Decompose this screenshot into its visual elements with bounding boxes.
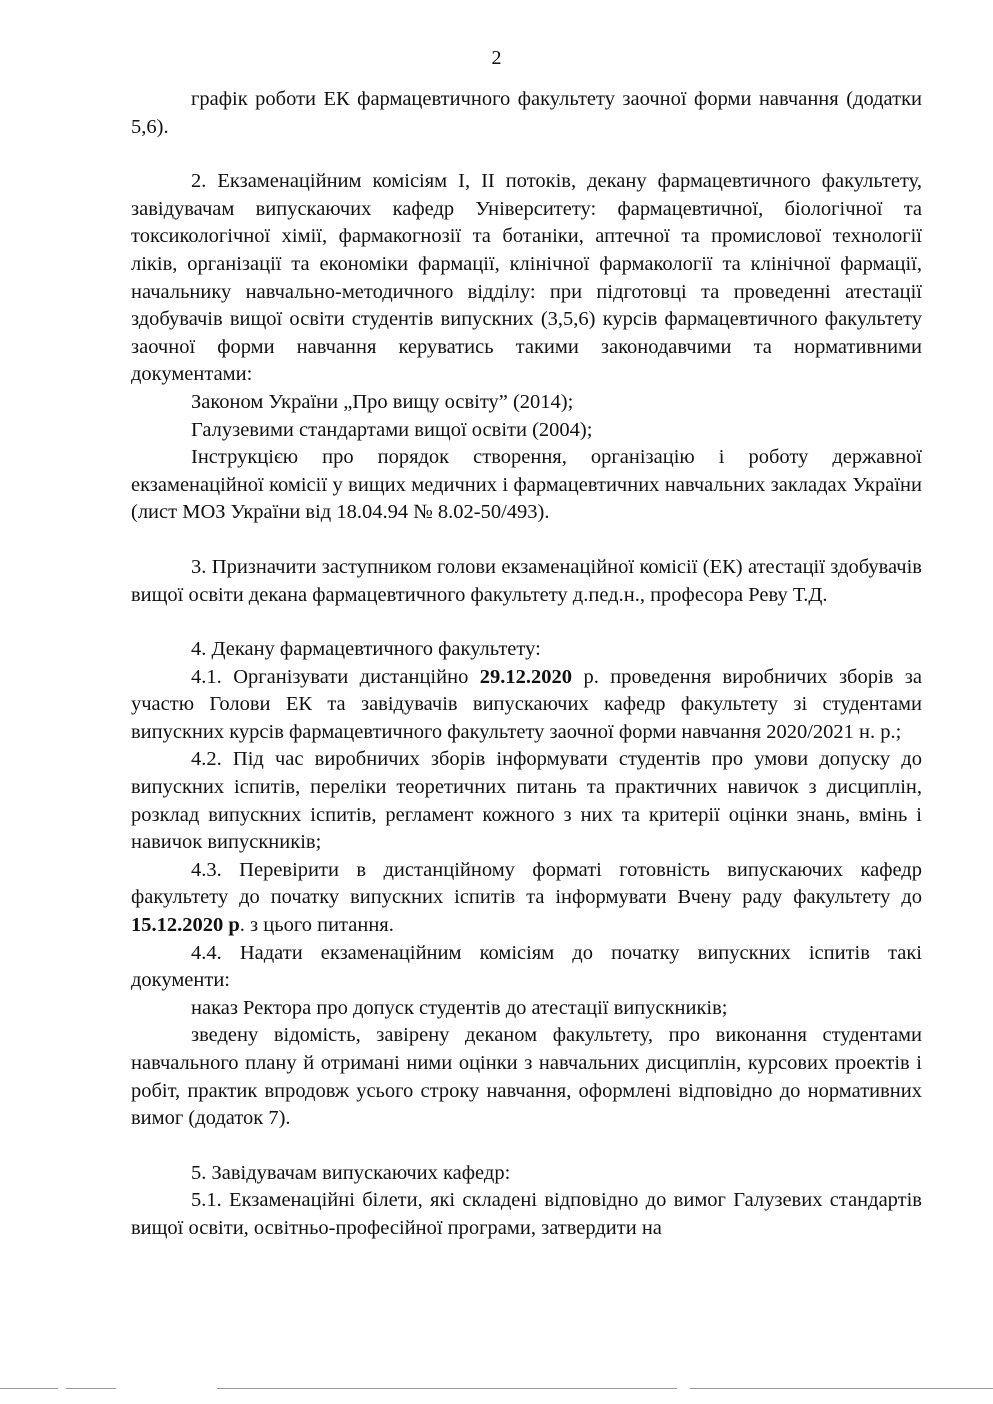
list-item-standards: Галузевими стандартами вищої освіти (2004); bbox=[191, 418, 593, 441]
paragraph-4-3-text-start: 4.3. Перевірити в дистанційному форматі готовність випускаючих кафедр факультету до початку випускних іспитів та інформувати Вчену раду факультету до bbox=[131, 858, 922, 909]
paragraph-3-deputy: 3. Призначити заступником голови екзаменаційної комісії (ЕК) атестації здобувачів вищої освіти декана фармацевтичного факультету д.пед.н., професора Реву Т.Д. bbox=[131, 555, 922, 606]
paragraph-4-dean: 4. Декану фармацевтичного факультету: bbox=[191, 638, 541, 661]
list-item-summary-sheet: зведену відомість, завірену деканом факультету, про виконання студентами навчального плану й отримані ними оцінки з навчальних дисциплін, курсових проектів і робіт, практик впродовж усього строку навчання, оформлені відповідно до нормативних вимог (додаток 7). bbox=[131, 1024, 922, 1130]
scan-artifact-line bbox=[690, 1388, 993, 1389]
paragraph-5-1: 5.1. Екзаменаційні білети, які складені відповідно до вимог Галузевих стандартів вищої освіти, освітньо-професійної програми, затвердити на bbox=[131, 1189, 922, 1239]
scan-artifact-line bbox=[0, 1388, 58, 1389]
paragraph-4-3-date: 15.12.2020 р bbox=[131, 914, 240, 937]
page-number: 2 bbox=[491, 47, 502, 69]
paragraph-schedule: графік роботи ЕК фармацевтичного факультету заочної форми навчання (додатки 5,6). bbox=[131, 88, 922, 138]
paragraph-4-1-date: 29.12.2020 bbox=[479, 665, 573, 688]
paragraph-4-3-text-end: . з цього питання. bbox=[239, 914, 394, 937]
paragraph-4-4: 4.4. Надати екзаменаційним комісіям до початку випускних іспитів такі документи: bbox=[131, 941, 922, 992]
paragraph-4-1 bbox=[131, 664, 922, 747]
paragraph-5-heads: 5. Завідувачам випускаючих кафедр: bbox=[191, 1161, 511, 1184]
paragraph-4-1-text-end: р. проведення виробничих зборів за участю Голови ЕК та завідувачів випускаючих кафедр факультету зі студентами випускних курсів фармацевтичного факультету заочної форми навчання 2020/2021 н. р.; bbox=[131, 665, 922, 743]
paragraph-4-1-text-start: 4.1. Організувати дистанційно bbox=[191, 665, 480, 688]
paragraph-4-2: 4.2. Під час виробничих зборів інформувати студентів про умови допуску до випускних іспитів, переліки теоретичних питань та практичних навичок з дисциплін, розклад випускних іспитів, регламент кожного з них та критерії оцінки знань, вмінь і навичок випускників; bbox=[131, 748, 922, 854]
list-item-law: Законом України „Про вищу освіту” (2014); bbox=[191, 390, 574, 413]
document-body bbox=[131, 86, 922, 1243]
paragraph-2-commissions: 2. Екзаменаційним комісіям I, II потоків, декану фармацевтичного факультету, завідувачам випускаючих кафедр Університету: фармацевтичної, біологічної та токсикологічної хімії, фармакогнозії та ботаніки, аптечної та промислової технології ліків, організації та економіки фармації, клінічної фармакології та клінічної фармації, начальнику навчально-методичного відділу: при підготовці та проведенні атестації здобувачів вищої освіти студентів випускних (3,5,6) курсів фармацевтичного факультету заочної форми навчання керуватись такими законодавчими та нормативними документами: bbox=[131, 170, 922, 386]
scan-artifact-line bbox=[66, 1388, 116, 1389]
list-item-instruction: Інструкцією про порядок створення, організацію і роботу державної екзаменаційної комісії у вищих медичних і фармацевтичних навчальних закладах України (лист МОЗ України від 18.04.94 № 8.02-50/493). bbox=[131, 446, 922, 524]
paragraph-4-3 bbox=[131, 857, 922, 940]
scan-artifact-line bbox=[217, 1388, 677, 1389]
list-item-rector-order: наказ Ректора про допуск студентів до атестації випускників; bbox=[191, 996, 728, 1019]
